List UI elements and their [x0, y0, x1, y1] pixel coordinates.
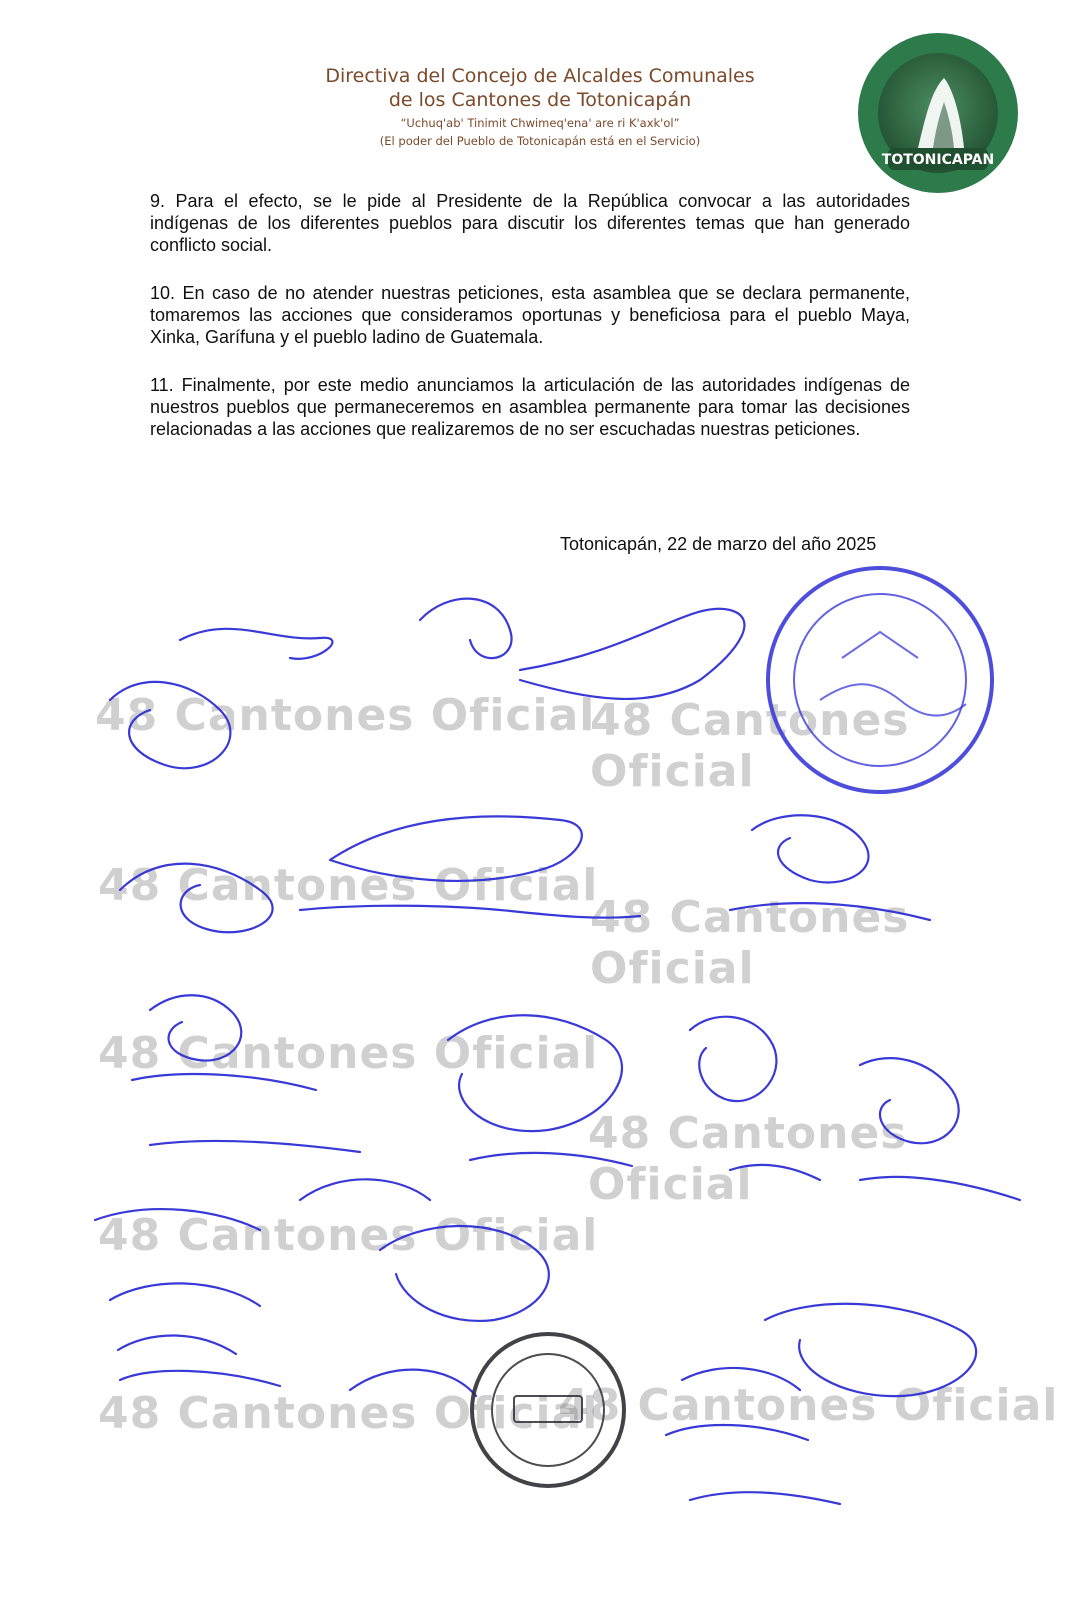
signatures-area — [0, 560, 1080, 1600]
watermark-9: 48 Cantones Oficial — [558, 1380, 1059, 1431]
letterhead-title-line-2: de los Cantones de Totonicapán — [388, 89, 692, 111]
watermark-1: 48 Cantones Oficial — [95, 690, 596, 741]
letterhead-motto-es: (El poder del Pueblo de Totonicapán está en el Servicio) — [379, 134, 701, 148]
watermark-3: 48 Cantones Oficial — [98, 860, 599, 911]
watermark-7: 48 Cantones Oficial — [98, 1210, 599, 1261]
paragraph-10: 10. En caso de no atender nuestras peticiones, esta asamblea que se declara permanente, tomaremos las acciones que consideramos oportunas y beneficiosa para el pueblo Maya, Xinka, Garífuna y el pueblo ladino de Guatemala. — [150, 283, 910, 347]
watermark-6: 48 Cantones Oficial — [588, 1108, 908, 1210]
watermark-2: 48 Cantones Oficial — [590, 695, 910, 797]
stamp-ixil — [768, 568, 992, 792]
watermark-8: 48 Cantones Oficial — [98, 1388, 599, 1439]
body-text — [150, 190, 910, 466]
letterhead-title-line-1: Directiva del Concejo de Alcaldes Comunales — [325, 65, 755, 87]
totonicapan-logo — [848, 28, 1028, 198]
watermark-4: 48 Cantones Oficial — [590, 892, 910, 994]
logo-label: TOTONICAPAN — [881, 152, 995, 168]
letterhead-motto-kiche: “Uchuq'ab' Tinimit Chwimeq'ena' are ri K'axk'ol” — [400, 116, 680, 130]
date-line: Totonicapán, 22 de marzo del año 2025 — [560, 534, 877, 554]
watermark-5: 48 Cantones Oficial — [98, 1028, 599, 1079]
stamp-chichicastenango — [472, 1334, 624, 1486]
paragraph-9: 9. Para el efecto, se le pide al Presidente de la República convocar a las autoridades indígenas de los diferentes pueblos para discutir los diferentes temas que han generado conflicto social. — [150, 191, 910, 255]
paragraph-11: 11. Finalmente, por este medio anunciamos la articulación de las autoridades indígenas de nuestros pueblos que permaneceremos en asamblea permanente para tomar las decisiones relacionadas a las acciones que realizaremos de no ser escuchadas nuestras peticiones. — [150, 375, 910, 439]
handwritten-signatures — [0, 560, 1080, 1600]
